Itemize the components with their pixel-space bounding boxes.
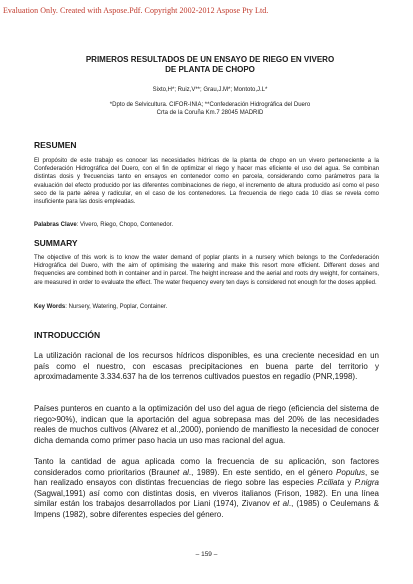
paper-title [60, 55, 360, 75]
resumen-heading: RESUMEN [34, 140, 77, 150]
intro-paragraph-3 [34, 457, 379, 521]
resumen-keywords [34, 221, 379, 229]
intro-p3-text: (Sagwal,1991) así como con distintas dosis, en viveros italianos (Frison, 1982). En una línea similar están los trabajos desarrollados por Liani (1974), Zivanov [34, 488, 379, 509]
resumen-text: El propósito de este trabajo es conocer las necesidades hídricas de la planta de chopo en un vivero perteneciente a la Confederación Hidrográfica del Duero, con el fin de optimizar el riego y hacer mas eficiente el uso del agua. Se combinan distintas dosis y frecuencias tanto en ensayos en contenedor como en parcela, considerando como parámetros para la evaluación del efecto producido por las diferentes combinaciones de riego, el incremento de altura producido así como el peso seco de la parte aérea y radicular, en el caso de los contenedores. La frecuencia de riego cada 10 días se revela como insuficiente para las dosis empleadas. [34, 158, 379, 206]
introduccion-heading: INTRODUCCIÓN [34, 330, 101, 340]
intro-p3-text: y [344, 478, 355, 488]
watermark: Evaluation Only. Created with Aspose.Pdf. Copyright 2002-2012 Aspose Pty Ltd. [3, 6, 269, 15]
summary-heading: SUMMARY [34, 238, 78, 248]
intro-p3-etal: et al [172, 467, 189, 477]
intro-p3-species: P.ciliata [317, 478, 345, 488]
summary-keywords [34, 303, 379, 311]
summary-keywords-value: : Nursery, Watering, Poplar, Container. [65, 304, 168, 310]
authors: Sixto,H*; Ruiz,V**; Grau,J.M*; Montoto,J.L* [152, 87, 268, 93]
title-line-2: DE PLANTA DE CHOPO [165, 65, 255, 74]
page-number: – 159 – [195, 551, 218, 558]
intro-p3-species: P.nigra [354, 478, 379, 488]
summary-text: The objective of this work is to know the water demand of poplar plants in a nursery which belongs to the Confederación Hidrográfica del Duero, with the aim of optimising the watering and make this resort more efficient. Different doses and frequencies are combined both in container and in parcel. The height increase and the aerial and roots dry weight, for containers, are measured in order to evaluate the effect. The water frequency every ten days is considered not enough for the doses applied. [34, 255, 379, 286]
intro-p3-text: ., 1989). En este sentido, en el género [188, 467, 337, 477]
intro-paragraph-1: La utilización racional de los recursos hídricos disponibles, es una creciente necesidad en un país como el nuestro, con escasas precipitaciones en buena parte del territorio y aproximadamente 3.334.637 ha de los terrenos cultivados puestos en regadío (PNR,1998). [34, 351, 379, 382]
intro-p3-text: , se han realizado ensayos con distintas frecuencias de riego sobre las especies [34, 467, 380, 488]
affiliation-line-2: Crta de la Coruña Km.7 28045 MADRID [156, 110, 264, 116]
resumen-keywords-value: : Vivero, Riego, Chopo, Contenedor. [76, 222, 173, 228]
intro-p3-genus: Populus [336, 467, 365, 477]
intro-p3-etal: et al [272, 499, 289, 509]
intro-p3-text: ., (1985) o Ceulemans & Impens (1982), sobre diferentes especies del género. [34, 499, 379, 519]
affiliation-line-1: *Dpto de Selvicultura. CIFOR-INIA; **Confederación Hidrográfica del Duero [109, 102, 311, 108]
intro-p3-text: Tanto la cantidad de agua aplicada como la frecuencia de su aplicación, son factores considerados como prioritarios (Braun [34, 457, 379, 477]
affiliation [60, 101, 360, 117]
title-line-1: PRIMEROS RESULTADOS DE UN ENSAYO DE RIEGO EN VIVERO [85, 55, 335, 64]
intro-paragraph-2: Países punteros en cuanto a la optimización del uso del agua de riego (eficiencia del sistema de riego>90%), indican que la aportación del agua sobrepasa mas del 20% de las necesidades reales de muchos cultivos (Alvarez et al.,2000), poniendo de manifiesto la necesidad de conocer dicha demanda como primer paso hacia un uso mas racional del agua. [34, 404, 379, 445]
resumen-keywords-label: Palabras Clave [34, 222, 77, 228]
summary-keywords-label: Key Words [34, 304, 66, 310]
